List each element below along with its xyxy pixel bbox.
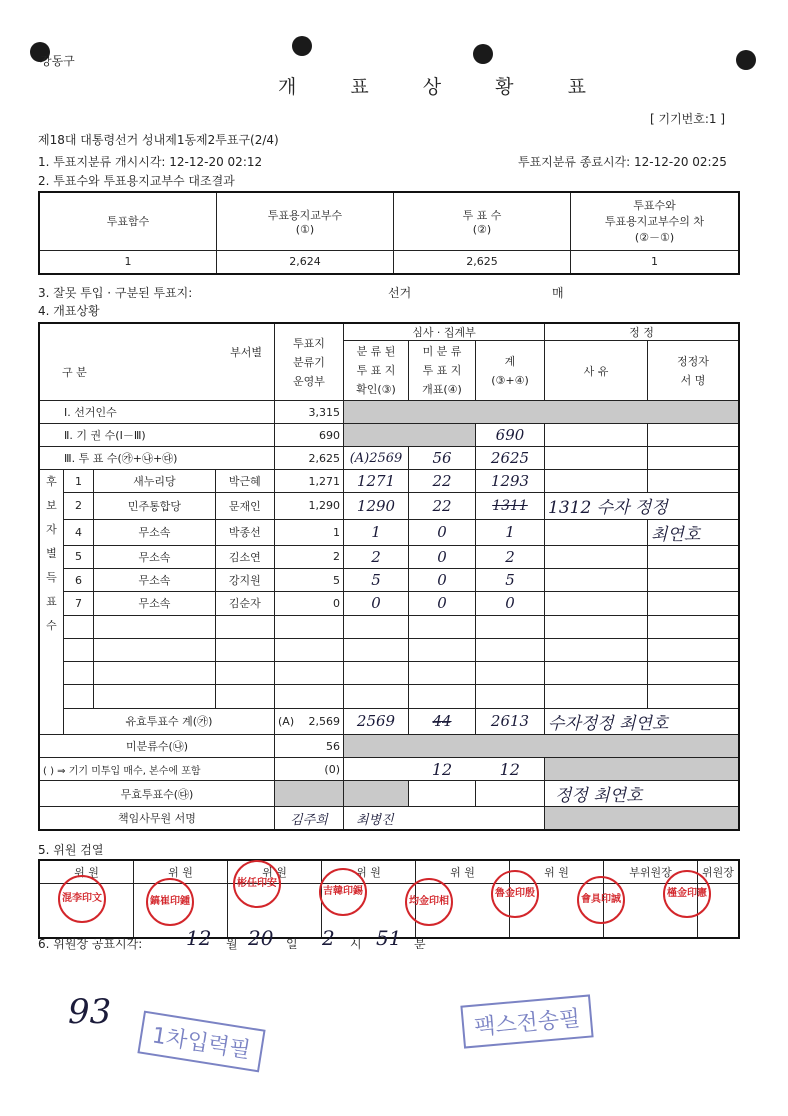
- row-officer-label: 책임사무원 서명: [39, 807, 275, 831]
- row-abstain-value: 690: [275, 424, 344, 447]
- cand-no: 2: [63, 493, 93, 519]
- cand-hand-sum: 2: [476, 545, 545, 568]
- role-label: 위 원: [39, 860, 134, 884]
- fax-sent-stamp: 팩스전송필: [460, 994, 594, 1048]
- row-votes-label: Ⅲ. 투 표 수(㉮+㉯+㉰): [39, 447, 275, 470]
- row-votes-hand-3: 2625: [476, 447, 545, 470]
- announce-month: 12: [186, 926, 212, 950]
- header-review: 심사 · 집계부: [344, 323, 545, 341]
- cand-hand-classified: 1290: [344, 493, 409, 519]
- cand-hand-classified: 1: [344, 519, 409, 545]
- row-valid-value: (A) 2,569: [275, 708, 344, 734]
- cand-correction-signer: 최연호: [648, 519, 740, 545]
- section-6-label: 6. 위원장 공표시각:: [38, 937, 143, 951]
- announce-day-unit: 일: [286, 937, 298, 951]
- cand-hand-classified: 1271: [344, 470, 409, 493]
- row-electors-label: Ⅰ. 선거인수: [39, 401, 275, 424]
- ballot-comparison-table: [38, 191, 740, 275]
- cand-hand-unclassified: 0: [409, 519, 476, 545]
- role-label: 위 원: [510, 860, 604, 884]
- officer-sign-2: 최병진: [344, 807, 545, 831]
- section-4-label: 4. 개표상황: [38, 304, 100, 318]
- role-label: 부위원장: [604, 860, 698, 884]
- cand-machine-value: 1,290: [275, 493, 344, 519]
- announce-hour: 2: [322, 926, 335, 950]
- punch-hole-icon: [473, 44, 493, 64]
- cand-party: 무소속: [94, 569, 216, 592]
- sort-end-time: 투표지분류 종료시각: 12-12-20 02:25: [518, 155, 727, 169]
- sort-start-time: 1. 투표지분류 개시시각: 12-12-20 02:12: [38, 155, 263, 169]
- officer-sign-1: 김주희: [275, 807, 344, 831]
- header-correction: 정 정: [545, 323, 740, 341]
- cand-hand-sum: 1: [476, 519, 545, 545]
- row-unclassified-value: 56: [275, 735, 344, 758]
- row-unclassified-paren: (0): [275, 758, 344, 781]
- role-label: 위 원: [416, 860, 510, 884]
- cand-hand-classified: 2: [344, 545, 409, 568]
- header-boxes: 투표함수: [39, 192, 217, 250]
- cand-party: 민주통합당: [94, 493, 216, 519]
- cand-hand-unclassified: 22: [409, 493, 476, 519]
- seal-stamp: 魯金印殷: [491, 870, 539, 918]
- cand-hand-sum: 1311: [476, 493, 545, 519]
- handwritten-number: 93: [68, 992, 112, 1032]
- cand-party: 무소속: [94, 592, 216, 615]
- row-valid-hand-3: 2613: [476, 708, 545, 734]
- machine-number: [ 기기번호:1 ]: [650, 112, 726, 126]
- cand-party: 무소속: [94, 545, 216, 568]
- header-division: 부서별 구 분: [39, 323, 275, 401]
- cand-no: 6: [63, 569, 93, 592]
- role-label: 위 원: [322, 860, 416, 884]
- cand-hand-classified: 5: [344, 569, 409, 592]
- seal-stamp: 混李印文: [58, 875, 106, 923]
- cand-hand-sum: 5: [476, 569, 545, 592]
- seal-stamp: 槿金印憲: [663, 870, 711, 918]
- election-title: 제18대 대통령선거 성내제1동제2투표구(2/4): [38, 133, 279, 147]
- cand-name: 박근혜: [215, 470, 274, 493]
- cand-hand-sum: 0: [476, 592, 545, 615]
- row-invalid-label: 무효투표수(㉰): [39, 781, 275, 807]
- page-title: 개 표 상 황 표: [278, 76, 610, 98]
- district-label: 강동구: [40, 54, 75, 68]
- row-valid-label: 유효투표수 계(㉮): [63, 708, 274, 734]
- value-difference: 1: [571, 250, 740, 274]
- cand-name: 문재인: [215, 493, 274, 519]
- punch-hole-icon: [292, 36, 312, 56]
- header-difference: 투표수와 투표용지교부수의 차 (②－①): [571, 192, 740, 250]
- cand-machine-value: 1: [275, 519, 344, 545]
- row-votes-hand-1: (A)2569: [344, 447, 409, 470]
- row-unclassified-label: 미분류수(㉯): [39, 735, 275, 758]
- row-unclassified-note: ( ) ⇒ 기기 미투입 매수, 본수에 포함: [39, 758, 275, 781]
- role-label: 위 원: [134, 860, 228, 884]
- cand-machine-value: 2: [275, 545, 344, 568]
- seal-stamp: 均金印相: [405, 878, 453, 926]
- value-boxes: 1: [39, 250, 217, 274]
- value-issued: 2,624: [217, 250, 394, 274]
- cand-no: 7: [63, 592, 93, 615]
- header-unclassified: 미 분 류 투 표 지 개표(④): [409, 341, 476, 401]
- row-valid-hand-1: 2569: [344, 708, 409, 734]
- cand-no: 4: [63, 519, 93, 545]
- header-votes: 투 표 수 (②): [394, 192, 571, 250]
- row-electors-value: 3,315: [275, 401, 344, 424]
- row-invalid-correction: 정정 최연호: [545, 781, 740, 807]
- value-votes: 2,625: [394, 250, 571, 274]
- cand-name: 박종선: [215, 519, 274, 545]
- section-3-unit: 매: [552, 286, 564, 300]
- cand-party: 무소속: [94, 519, 216, 545]
- section-3-election: 선거: [388, 286, 412, 300]
- role-label: 위원장: [698, 860, 740, 884]
- seal-stamp: 彬任印安: [233, 860, 281, 908]
- cand-name: 강지원: [215, 569, 274, 592]
- header-signer: 정정자 서 명: [648, 341, 740, 401]
- cand-name: 김순자: [215, 592, 274, 615]
- announce-hour-unit: 시: [350, 937, 362, 951]
- header-classified: 분 류 된 투 표 지 확인(③): [344, 341, 409, 401]
- count-status-table: [38, 322, 740, 831]
- row-abstain-label: Ⅱ. 기 권 수(Ⅰ－Ⅲ): [39, 424, 275, 447]
- row-valid-correction: 수자정정 최연호: [545, 708, 740, 734]
- header-issued: 투표용지교부수 (①): [217, 192, 394, 250]
- header-reason: 사 유: [545, 341, 648, 401]
- section-2-label: 2. 투표수와 투표용지교부수 대조결과: [38, 174, 235, 188]
- row-unclassified-hand-1: 12: [431, 759, 453, 779]
- row-unclassified-hand-2: 12: [476, 758, 545, 781]
- announce-month-unit: 월: [226, 937, 238, 951]
- role-label: 위 원: [228, 860, 322, 884]
- cand-machine-value: 1,271: [275, 470, 344, 493]
- cand-hand-classified: 0: [344, 592, 409, 615]
- cand-hand-sum: 1293: [476, 470, 545, 493]
- cand-hand-unclassified: 22: [409, 470, 476, 493]
- cand-party: 새누리당: [94, 470, 216, 493]
- cand-no: 5: [63, 545, 93, 568]
- cand-name: 김소연: [215, 545, 274, 568]
- row-votes-value: 2,625: [275, 447, 344, 470]
- cand-hand-unclassified: 0: [409, 569, 476, 592]
- cand-no: 1: [63, 470, 93, 493]
- cand-correction-note: 1312 수자 정정: [545, 493, 740, 519]
- cand-machine-value: 0: [275, 592, 344, 615]
- row-votes-hand-2: 56: [409, 447, 476, 470]
- seal-stamp: 吉韓印錫: [319, 868, 367, 916]
- punch-hole-icon: [736, 50, 756, 70]
- side-label-votes-by-candidate: 후 보 자 별 득 표 수: [39, 470, 63, 735]
- cand-machine-value: 5: [275, 569, 344, 592]
- seal-stamp: 會具印誠: [577, 876, 625, 924]
- section-5-label: 5. 위원 검열: [38, 843, 104, 857]
- row-abstain-hand: 690: [476, 424, 545, 447]
- row-valid-hand-2: 44: [409, 708, 476, 734]
- input-done-stamp: 1차입력필: [137, 1011, 265, 1073]
- header-sum: 계 (③+④): [476, 341, 545, 401]
- seal-stamp: 鎬崔印鍾: [146, 878, 194, 926]
- row-invalid-strike: [409, 781, 476, 807]
- cand-hand-unclassified: 0: [409, 592, 476, 615]
- cand-hand-unclassified: 0: [409, 545, 476, 568]
- header-machine: 투표지 분류기 운영부: [275, 323, 344, 401]
- announce-minute-unit: 분: [414, 937, 426, 951]
- section-3-label: 3. 잘못 투입 · 구분된 투표지:: [38, 286, 193, 300]
- announce-day: 20: [248, 926, 274, 950]
- announce-minute: 51: [376, 926, 402, 950]
